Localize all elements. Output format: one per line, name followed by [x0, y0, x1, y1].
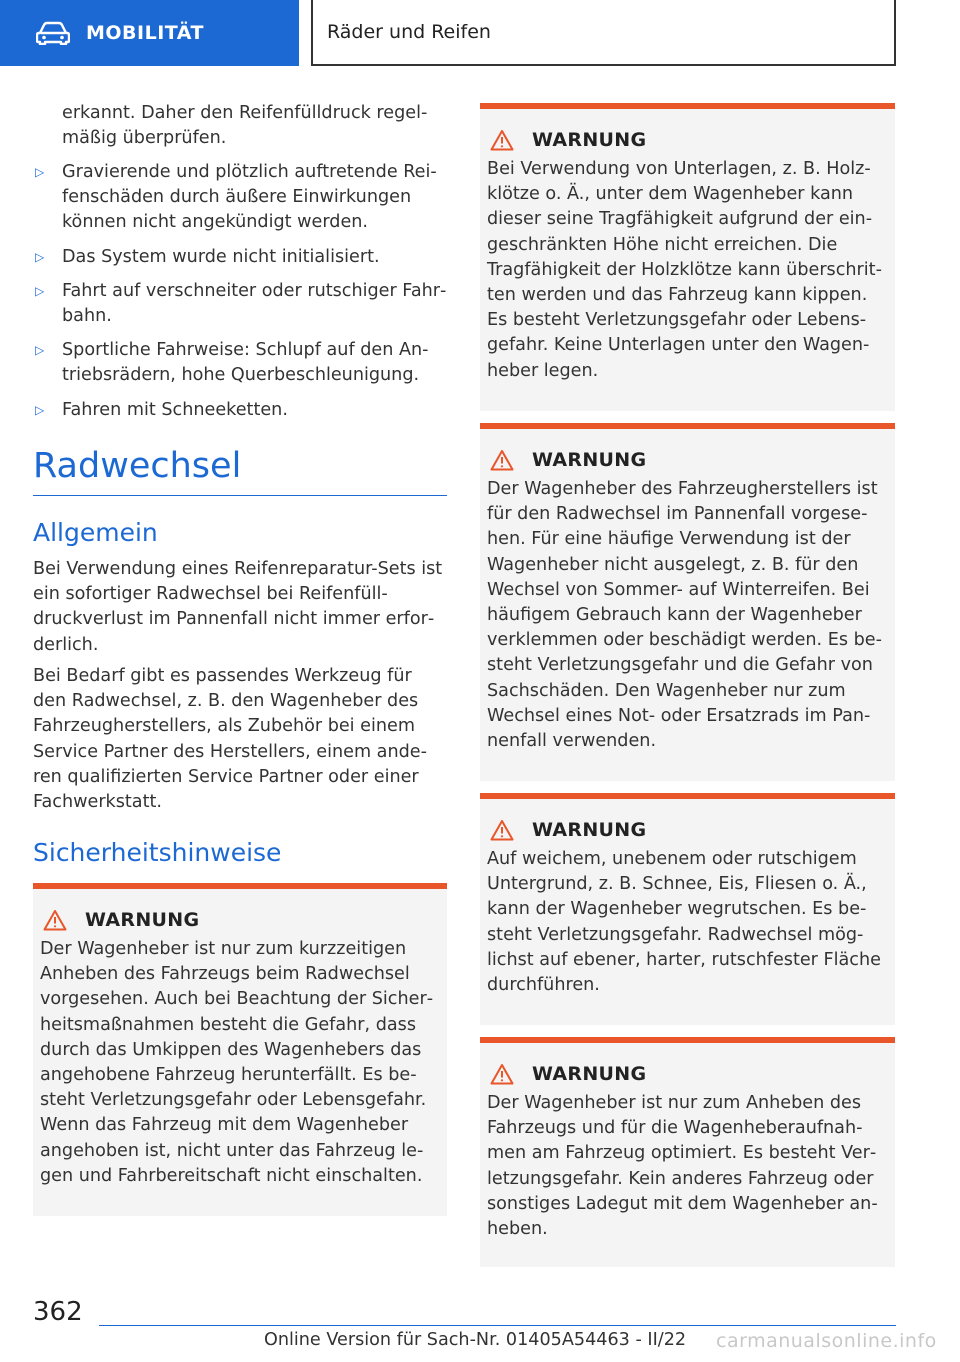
- warning-title: WARNUNG: [85, 909, 200, 931]
- warning-box: [480, 103, 895, 411]
- list-item: ▷ Gravierende und plötzlich auftretende Reifenschäden durch äußere Einwirkungen können nicht angekündigt werden.: [33, 160, 447, 236]
- section-title: Räder und Reifen: [327, 21, 491, 43]
- list-item: ▷ Fahrt auf verschneiter oder rutschiger Fahrbahn.: [33, 279, 447, 329]
- warning-triangle-icon: [490, 449, 514, 471]
- warning-box: [480, 423, 895, 781]
- warning-header: [487, 447, 887, 473]
- warning-box: [33, 883, 447, 1216]
- warning-title: WARNUNG: [532, 819, 647, 841]
- online-version-note: Online Version für Sach-Nr. 01405A54463 - II/22: [264, 1330, 687, 1350]
- heading-divider: [33, 495, 447, 496]
- warning-box: [480, 793, 895, 1025]
- chapter-title: MOBILITÄT: [86, 22, 204, 44]
- warning-text: Der Wagenheber ist nur zum kurzzeitigen Anheben des Fahrzeugs beim Radwechsel vorgesehen. Auch bei Beachtung der Sicherheitsmaßnahmen besteht die Gefahr, dass durch das Umkippen des Wagenhebers das angehobene Fahrzeug herunterfällt. Es besteht Verletzungsgefahr oder Lebensgefahr. Wenn das Fahrzeug mit dem Wagenheber angehoben ist, nicht unter das Fahrzeug legen und Fahrbereitschaft nicht einschalten.: [40, 939, 434, 1186]
- list-item: ▷ Das System wurde nicht initialisiert.: [33, 245, 447, 270]
- footer-divider: [99, 1325, 896, 1326]
- watermark: carmanualsonline.info: [716, 1330, 937, 1352]
- paragraph-2: Bei Bedarf gibt es passendes Werkzeug für den Radwechsel, z. B. den Wagenheber des Fahrzeugherstellers, als Zubehör bei einem Service Partner des Herstellers, einem anderen qualifizierten Service Partner oder einer Fachwerkstatt.: [33, 666, 427, 813]
- warning-triangle-icon: [490, 819, 514, 841]
- warning-text: Der Wagenheber des Fahrzeugherstellers ist für den Radwechsel im Pannenfall vorgesehen. Für eine häufige Verwendung ist der Wagenheber nicht ausgelegt, z. B. für den Wechsel von Sommer- auf Winterreifen. Bei häufigem Gebrauch kann der Wagenheber verklemmen oder beschädigt werden. Es besteht Verletzungsgefahr und die Gefahr von Sachschäden. Den Wagenheber nur zum Wechsel eines Not- oder Ersatzrads im Pannenfall verwenden.: [487, 479, 882, 752]
- warning-box: [480, 1037, 895, 1267]
- warning-title: WARNUNG: [532, 1063, 647, 1085]
- warning-header: [40, 907, 439, 933]
- continuation-text: erkannt. Daher den Reifenfülldruck regelmäßig überprüfen.: [62, 103, 428, 149]
- warning-triangle-icon: [490, 129, 514, 151]
- warning-header: [487, 127, 887, 153]
- heading-radwechsel: Radwechsel: [33, 446, 242, 486]
- warning-text: Der Wagenheber ist nur zum Anheben des Fahrzeugs und für die Wagenheberaufnahmen am Fahrzeug optimiert. Es besteht Verletzungsgefahr. Kein anderes Fahrzeug oder sonstiges Ladegut mit dem Wagenheber anheben.: [487, 1093, 878, 1240]
- warning-header: [487, 1061, 887, 1087]
- bullet-list: [33, 160, 447, 432]
- warning-triangle-icon: [490, 1063, 514, 1085]
- triangle-bullet-icon: ▷: [35, 165, 45, 179]
- warning-text: Bei Verwendung von Unterlagen, z. B. Holzklötze o. Ä., unter dem Wagenheber kann dieser seine Tragfähigkeit aufgrund der eingeschränkten Höhe nicht erreichen. Die Tragfähigkeit der Holzklötze kann überschritten werden und das Fahrzeug kann kippen. Es besteht Verletzungsgefahr oder Lebensgefahr. Keine Unterlagen unter den Wagenheber legen.: [487, 159, 882, 381]
- warning-title: WARNUNG: [532, 449, 647, 471]
- warning-header: [487, 817, 887, 843]
- triangle-bullet-icon: ▷: [35, 249, 45, 264]
- section-tab: [311, 0, 896, 66]
- triangle-bullet-icon: ▷: [35, 402, 45, 417]
- paragraph-1: Bei Verwendung eines Reifenreparatur-Sets ist ein sofortiger Radwechsel bei Reifenfülldruckverlust im Pannenfall nicht immer erforderlich.: [33, 559, 443, 655]
- heading-sicherheitshinweise: Sicherheitshinweise: [33, 838, 282, 867]
- list-item: ▷ Sportliche Fahrweise: Schlupf auf den Antriebsrädern, hohe Querbeschleunigung.: [33, 338, 447, 388]
- warning-triangle-icon: [43, 909, 67, 931]
- warning-text: Auf weichem, unebenem oder rutschigem Untergrund, z. B. Schnee, Eis, Fliesen o. Ä., kann der Wagenheber wegrutschen. Es besteht Verletzungsgefahr. Radwechsel möglichst auf ebener, harter, rutschfester Fläche durchführen.: [487, 849, 881, 996]
- page-number: 362: [33, 1297, 83, 1327]
- warning-title: WARNUNG: [532, 129, 647, 151]
- list-item: ▷ Fahren mit Schneeketten.: [33, 398, 447, 423]
- car-icon: [36, 21, 70, 45]
- triangle-bullet-icon: ▷: [35, 343, 45, 358]
- chapter-tab: [0, 0, 299, 66]
- triangle-bullet-icon: ▷: [35, 283, 45, 298]
- heading-allgemein: Allgemein: [33, 518, 158, 547]
